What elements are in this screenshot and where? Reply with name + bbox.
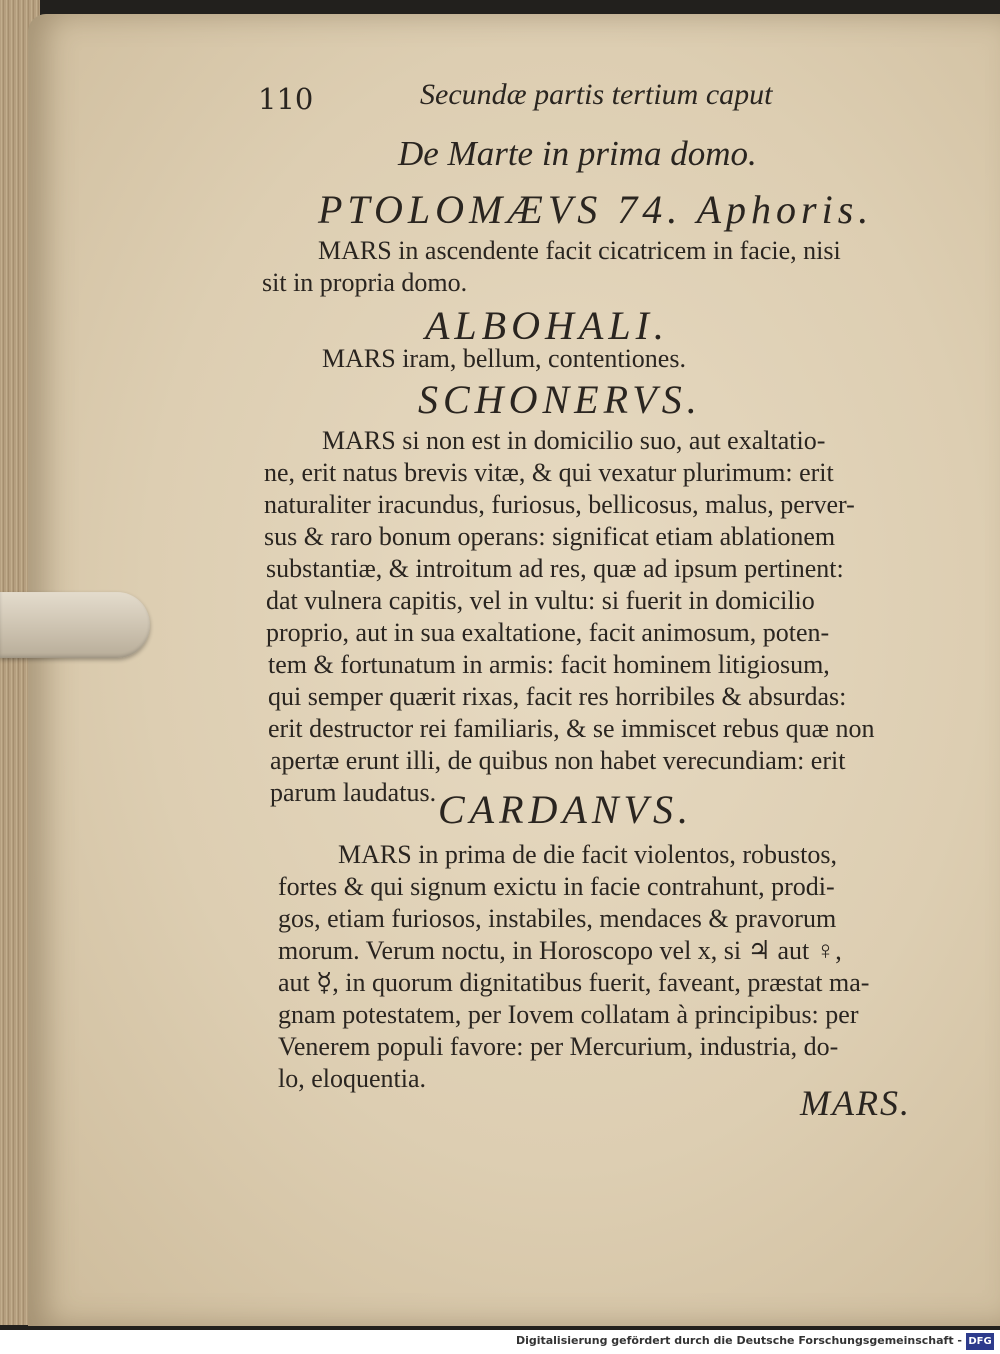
body-line: MARS iram, bellum, contentiones. (322, 344, 686, 373)
body-line: sit in propria domo. (262, 268, 468, 297)
body-line: MARS si non est in domicilio suo, aut exaltatio- (322, 426, 826, 455)
body-line: apertæ erunt illi, de quibus non habet verecundiam: erit (270, 746, 846, 775)
body-line: parum laudatus. (270, 778, 437, 807)
body-line: qui semper quærit rixas, facit res horribiles & absurdas: (268, 682, 847, 711)
body-line: gos, etiam furiosos, instabiles, mendaces & pravorum (278, 904, 837, 933)
body-line: substantiæ, & introitum ad res, quæ ad ipsum pertinent: (266, 554, 844, 583)
body-line: gnam potestatem, per Iovem collatam à principibus: per (278, 1000, 859, 1029)
section-title: De Marte in prima domo. (398, 134, 757, 173)
body-line: naturaliter iracundus, furiosus, bellicosus, malus, perver- (264, 490, 855, 519)
body-line: erit destructor rei familiaris, & se immiscet rebus quæ non (268, 714, 875, 743)
body-line: lo, eloquentia. (278, 1064, 427, 1093)
body-line: Venerem populi favore: per Mercurium, industria, do- (278, 1032, 839, 1061)
page-number: 110 (258, 82, 314, 116)
body-line: morum. Verum noctu, in Horoscopo vel x, si ♃ aut ♀, (278, 936, 842, 965)
body-line: aut ☿, in quorum dignitatibus fuerit, faveant, præstat ma- (278, 968, 870, 997)
body-line: proprio, aut in sua exaltatione, facit animosum, poten- (266, 618, 830, 647)
author-heading-cardanus: CARDANVS. (438, 787, 693, 832)
body-line: sus & raro bonum operans: significat etiam ablationem (264, 522, 836, 551)
body-line: dat vulnera capitis, vel in vultu: si fuerit in domicilio (266, 586, 815, 615)
author-heading-ptolomaeus: PTOLOMÆVS 74. Aphoris. (318, 187, 874, 232)
body-line: MARS in prima de die facit violentos, robustos, (338, 840, 838, 869)
body-line: fortes & qui signum exictu in facie contrahunt, prodi- (278, 872, 835, 901)
body-line: ne, erit natus brevis vitæ, & qui vexatur plurimum: erit (264, 458, 834, 487)
running-head: Secundæ partis tertium caput (420, 78, 773, 111)
author-heading-schonerus: SCHONERVS. (418, 377, 702, 422)
dfg-logo: DFG (966, 1333, 994, 1350)
author-heading-albohali: ALBOHALI. (425, 303, 669, 348)
footer-credit: Digitalisierung gefördert durch die Deutsche Forschungsgemeinschaft - (515, 1334, 962, 1347)
page-clip (0, 592, 150, 658)
body-line: MARS in ascendente facit cicatricem in facie, nisi (318, 236, 841, 265)
body-line: tem & fortunatum in armis: facit hominem litigiosum, (268, 650, 830, 679)
catchword: MARS. (800, 1083, 911, 1123)
footer-bar (0, 1330, 1000, 1354)
